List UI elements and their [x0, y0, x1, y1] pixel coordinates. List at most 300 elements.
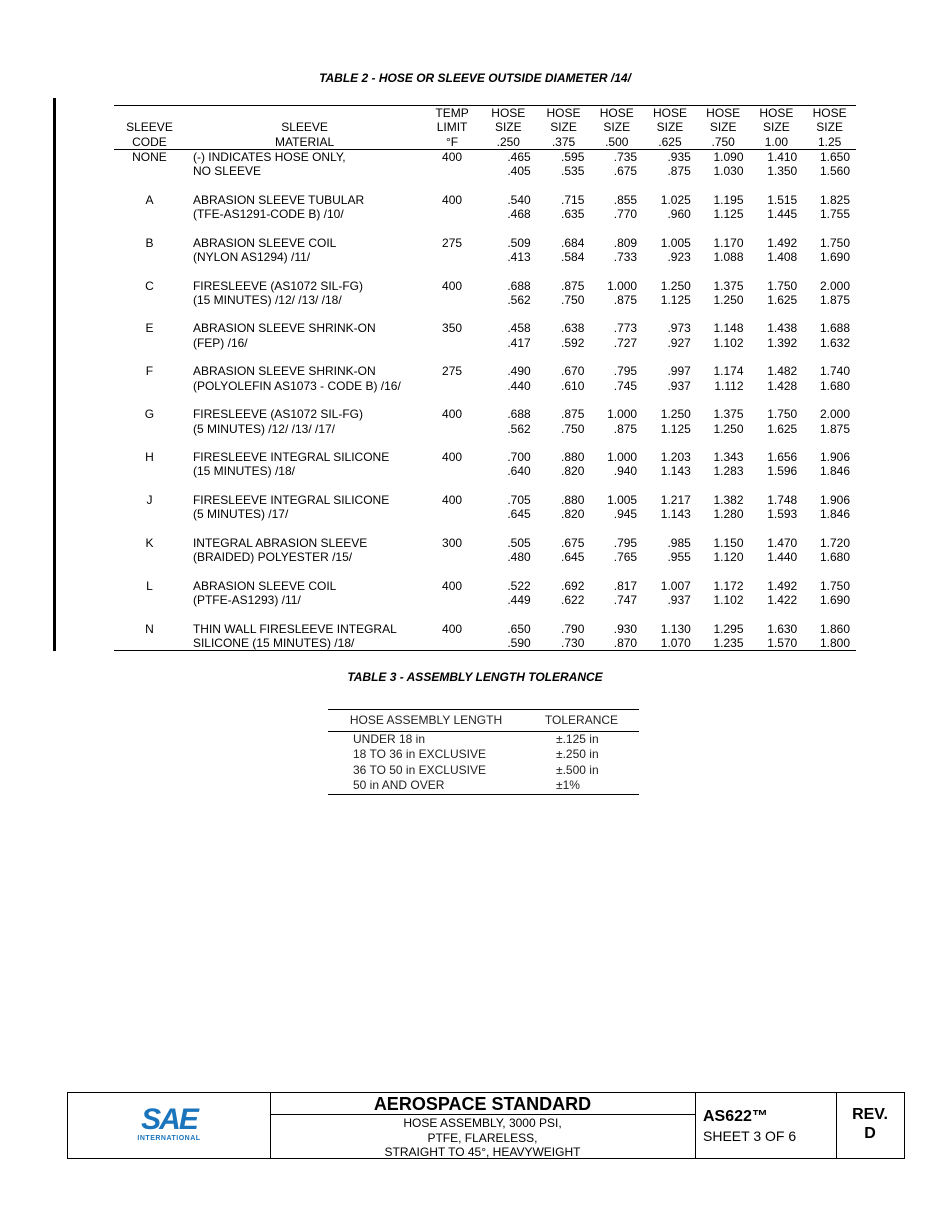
diameter-value-line: .490 [507, 364, 531, 379]
sleeve-material-line: ABRASION SLEEVE TUBULAR [192, 192, 365, 207]
diameter-value-line: 1.625 [767, 292, 798, 307]
table-row [114, 579, 856, 608]
sleeve-code-line: A [145, 192, 154, 207]
diameter-value-line: .700 [507, 450, 531, 465]
diameter-value-line: .945 [613, 507, 638, 522]
diameter-value-line: 1.596 [767, 464, 798, 479]
diameter-value [697, 279, 750, 308]
temp-limit [424, 450, 480, 479]
diameter-value-line: 1.492 [767, 235, 798, 250]
diameter-value-line: .973 [667, 321, 691, 336]
sleeve-material-line: (15 MINUTES) /12/ /13/ /18/ [192, 292, 342, 307]
row-spacer [114, 522, 856, 536]
sleeve-material-line: (PTFE-AS1293) /11/ [192, 593, 301, 608]
diameter-value [590, 279, 643, 308]
temp-limit [424, 536, 480, 565]
header-cell: SLEEVE [126, 120, 173, 135]
header-cell: HOSE [759, 106, 794, 120]
sleeve-code [114, 407, 185, 436]
temp-limit [424, 407, 480, 436]
diameter-value-line: .750 [561, 292, 585, 307]
diameter-value [697, 149, 750, 178]
diameter-value-line: 1.470 [767, 535, 798, 550]
diameter-value-line: .880 [561, 493, 585, 508]
diameter-value-line: .875 [561, 278, 585, 293]
diameter-value-line: .440 [507, 378, 531, 393]
diameter-value-line: .468 [507, 207, 531, 222]
diameter-value-line: 1.906 [819, 450, 850, 465]
diameter-value [750, 193, 804, 222]
diameter-value-line: 1.593 [767, 507, 798, 522]
sleeve-material [185, 321, 424, 350]
sleeve-code [114, 236, 185, 265]
table-row [328, 778, 639, 794]
diameter-value-line: 1.690 [819, 249, 850, 264]
sleeve-material [185, 536, 424, 565]
sleeve-code [114, 279, 185, 308]
diameter-value-line: .675 [613, 164, 638, 179]
diameter-value-line: .405 [507, 164, 531, 179]
diameter-value-line: .875 [667, 164, 691, 179]
temp-limit-line: 400 [442, 493, 463, 508]
diameter-value [537, 193, 591, 222]
temp-limit-line: 400 [442, 278, 463, 293]
diameter-value [803, 321, 856, 350]
diameter-value-line: .773 [613, 321, 638, 336]
sleeve-material-line: FIRESLEEVE (AS1072 SIL-FG) [192, 407, 364, 422]
diameter-value-line: .795 [613, 364, 638, 379]
diameter-value-line: .688 [507, 278, 531, 293]
diameter-value [480, 536, 537, 565]
diameter-value-line: 1.350 [767, 164, 798, 179]
table-row [114, 321, 856, 350]
row-spacer [114, 393, 856, 407]
sleeve-material [185, 450, 424, 479]
table-row [114, 279, 856, 308]
diameter-value-line: 1.846 [819, 464, 850, 479]
t3-header-tolerance: TOLERANCE [544, 713, 619, 727]
t3-tolerance: ±.125 in [556, 731, 599, 746]
diameter-value-line: 1.070 [660, 635, 691, 650]
table-row [114, 536, 856, 565]
t3-tolerance: ±1% [556, 778, 580, 792]
diameter-value-line: 1.143 [660, 464, 691, 479]
sleeve-material [185, 193, 424, 222]
t3-header-length: HOSE ASSEMBLY LENGTH [349, 713, 503, 727]
sleeve-code [114, 579, 185, 608]
diameter-value-line: 1.250 [660, 407, 691, 422]
diameter-value-line: 1.382 [713, 493, 744, 508]
sleeve-code [114, 364, 185, 393]
diameter-value-line: .705 [507, 493, 531, 508]
diameter-value [803, 450, 856, 479]
diameter-value [803, 622, 856, 651]
diameter-value [590, 622, 643, 651]
diameter-value-line: 1.750 [767, 278, 798, 293]
table-row [114, 236, 856, 265]
diameter-value-line: 1.408 [767, 249, 798, 264]
diameter-value-line: 1.250 [713, 292, 744, 307]
diameter-value-line: 1.125 [660, 421, 691, 436]
temp-limit [424, 493, 480, 522]
temp-limit [424, 321, 480, 350]
diameter-value [697, 450, 750, 479]
diameter-value [537, 321, 591, 350]
diameter-value-line: .692 [561, 578, 585, 593]
diameter-value-line: 1.295 [713, 621, 744, 636]
diameter-value-line: 1.102 [713, 593, 744, 608]
diameter-value-line: .684 [561, 235, 585, 250]
diameter-value [537, 579, 591, 608]
table-row [114, 364, 856, 393]
diameter-value-line: 1.375 [713, 278, 744, 293]
header-cell: SIZE [550, 120, 577, 135]
diameter-value-line: 1.005 [660, 235, 691, 250]
diameter-value-line: 1.906 [819, 493, 850, 508]
diameter-value-line: 1.000 [607, 278, 638, 293]
diameter-value [537, 407, 591, 436]
diameter-value [803, 579, 856, 608]
title-cell [270, 1093, 696, 1158]
diameter-value [697, 536, 750, 565]
diameter-value [643, 149, 697, 178]
table2-title: TABLE 2 - HOSE OR SLEEVE OUTSIDE DIAMETER /14/ [319, 71, 631, 85]
diameter-value [750, 279, 804, 308]
spacer-cell [114, 522, 856, 536]
diameter-value [750, 149, 804, 178]
temp-limit [424, 579, 480, 608]
sleeve-code [114, 622, 185, 651]
diameter-value-line: 1.170 [713, 235, 744, 250]
diameter-value-line: 1.748 [767, 493, 798, 508]
diameter-value-line: 1.428 [767, 378, 798, 393]
row-spacer [114, 479, 856, 493]
diameter-value-line: 1.560 [819, 164, 850, 179]
diameter-value [750, 536, 804, 565]
sae-logo [68, 1093, 270, 1158]
header-cell: .625 [658, 134, 682, 149]
temp-limit-line: 400 [442, 578, 463, 593]
sleeve-material-line: ABRASION SLEEVE SHRINK-ON [192, 364, 376, 379]
diameter-value [803, 407, 856, 436]
diameter-value [643, 450, 697, 479]
sleeve-code-line: B [145, 235, 154, 250]
diameter-value-line: 1.690 [819, 593, 850, 608]
table-row [114, 149, 856, 178]
header-cell [114, 106, 185, 121]
hose-od-table [114, 105, 856, 651]
document-title [270, 1115, 695, 1160]
spacer-cell [114, 221, 856, 235]
spacer-cell [114, 178, 856, 192]
temp-limit-line: 400 [442, 407, 463, 422]
diameter-value-line: .645 [561, 550, 585, 565]
diameter-value-line: 1.125 [713, 207, 744, 222]
diameter-value [590, 193, 643, 222]
t3-length: 36 TO 50 in EXCLUSIVE [353, 762, 486, 777]
temp-limit [424, 364, 480, 393]
diameter-value-line: .650 [507, 621, 531, 636]
temp-limit-line: 400 [442, 149, 463, 164]
spacer-cell [114, 479, 856, 493]
row-spacer [114, 307, 856, 321]
diameter-value-line: .735 [613, 149, 638, 164]
diameter-value-line: 1.025 [660, 192, 691, 207]
diameter-value-line: .870 [613, 635, 638, 650]
diameter-value-line: 1.750 [819, 235, 850, 250]
sleeve-material [185, 579, 424, 608]
t3-tolerance: ±.500 in [556, 762, 599, 777]
sleeve-code [114, 450, 185, 479]
diameter-value-line: 1.632 [819, 335, 850, 350]
spacer-cell [114, 565, 856, 579]
diameter-value [590, 149, 643, 178]
diameter-value-line: 1.195 [713, 192, 744, 207]
temp-limit [424, 236, 480, 265]
diameter-value [803, 493, 856, 522]
sleeve-code [114, 493, 185, 522]
diameter-value [480, 579, 537, 608]
diameter-value [750, 236, 804, 265]
sleeve-material-line: ABRASION SLEEVE COIL [192, 235, 337, 250]
sleeve-material-line: (BRAIDED) POLYESTER /15/ [192, 550, 353, 565]
sheet-number: SHEET 3 OF 6 [703, 1128, 797, 1144]
diameter-value [643, 193, 697, 222]
diameter-value [590, 236, 643, 265]
header-cell: SIZE [603, 120, 631, 135]
diameter-value-line: .638 [561, 321, 585, 336]
sleeve-material-line: ABRASION SLEEVE SHRINK-ON [192, 321, 376, 336]
sleeve-material-line: SILICONE (15 MINUTES) /18/ [192, 635, 355, 650]
diameter-value [643, 493, 697, 522]
diameter-value-line: 1.680 [819, 550, 850, 565]
title-line: STRAIGHT TO 45°, HEAVYWEIGHT [384, 1145, 581, 1159]
diameter-value-line: 1.680 [819, 378, 850, 393]
diameter-value-line: .622 [561, 593, 585, 608]
header-cell: HOSE [652, 106, 687, 120]
diameter-value [803, 236, 856, 265]
diameter-value-line: .855 [613, 192, 638, 207]
diameter-value [750, 450, 804, 479]
diameter-value-line: .750 [561, 421, 585, 436]
diameter-value-line: .940 [613, 464, 638, 479]
diameter-value-line: 1.482 [767, 364, 798, 379]
row-spacer [114, 264, 856, 278]
diameter-value-line: 2.000 [819, 278, 850, 293]
diameter-value-line: 1.755 [819, 207, 850, 222]
sleeve-material-line: (5 MINUTES) /12/ /13/ /17/ [192, 421, 336, 436]
diameter-value [480, 450, 537, 479]
diameter-value [750, 493, 804, 522]
diameter-value [590, 407, 643, 436]
spacer-cell [114, 436, 856, 450]
diameter-value-line: 1.846 [819, 507, 850, 522]
header-cell: MATERIAL [275, 134, 335, 149]
sleeve-material-line: INTEGRAL ABRASION SLEEVE [192, 535, 368, 550]
diameter-value [537, 493, 591, 522]
sleeve-material-line: FIRESLEEVE (AS1072 SIL-FG) [192, 278, 364, 293]
diameter-value-line: 1.825 [819, 192, 850, 207]
diameter-value-line: .640 [507, 464, 531, 479]
diameter-value-line: 1.492 [767, 578, 798, 593]
diameter-value-line: .927 [667, 335, 691, 350]
header-cell: HOSE [491, 106, 526, 120]
sleeve-code-line: J [146, 493, 153, 508]
diameter-value-line: .522 [507, 578, 531, 593]
sleeve-code-line: F [145, 364, 154, 379]
header-cell: LIMIT [436, 120, 468, 135]
diameter-value [697, 622, 750, 651]
diameter-value-line: 1.875 [819, 292, 850, 307]
diameter-value-line: 1.000 [607, 407, 638, 422]
diameter-value-line: 1.375 [713, 407, 744, 422]
table-row [114, 407, 856, 436]
diameter-value-line: 1.440 [767, 550, 798, 565]
title-line: PTFE, FLARELESS, [427, 1130, 538, 1145]
diameter-value [537, 622, 591, 651]
temp-limit [424, 622, 480, 651]
header-cell: SIZE [656, 120, 684, 135]
header-cell: TEMP [435, 106, 469, 120]
diameter-value-line: 1.005 [607, 493, 638, 508]
diameter-value-line: 1.130 [660, 621, 691, 636]
header-cell: .500 [605, 134, 629, 149]
diameter-value-line: .592 [561, 335, 585, 350]
sleeve-code-line: NONE [132, 149, 167, 164]
sleeve-material [185, 279, 424, 308]
diameter-value-line: 1.090 [713, 149, 744, 164]
temp-limit-line: 400 [442, 192, 463, 207]
diameter-value [643, 279, 697, 308]
spacer-cell [114, 307, 856, 321]
diameter-value-line: 1.000 [607, 450, 638, 465]
diameter-value [480, 193, 537, 222]
diameter-value-line: .480 [507, 550, 531, 565]
diameter-value [643, 622, 697, 651]
diameter-value-line: .817 [613, 578, 638, 593]
diameter-value-line: 1.515 [767, 192, 798, 207]
diameter-value-line: .635 [561, 207, 585, 222]
spacer-cell [114, 264, 856, 278]
spacer-cell [114, 350, 856, 364]
row-spacer [114, 565, 856, 579]
diameter-value-line: .875 [613, 421, 638, 436]
diameter-value-line: 1.088 [713, 249, 744, 264]
sleeve-code-line: N [145, 621, 154, 636]
diameter-value-line: .562 [507, 292, 531, 307]
diameter-value [803, 536, 856, 565]
table-row [328, 763, 639, 779]
header-cell: 1.25 [817, 134, 842, 149]
standard-type: AEROSPACE STANDARD [270, 1093, 695, 1115]
diameter-value-line: .535 [561, 164, 585, 179]
diameter-value-line: .955 [667, 550, 691, 565]
header-cell: SIZE [709, 120, 737, 135]
diameter-value-line: 1.750 [819, 578, 850, 593]
diameter-value [537, 450, 591, 479]
diameter-value [590, 579, 643, 608]
header-cell: SIZE [763, 120, 790, 135]
sleeve-material [185, 364, 424, 393]
header-cell: CODE [132, 134, 167, 149]
header-cell: .375 [551, 134, 576, 149]
sleeve-material [185, 407, 424, 436]
diameter-value [803, 364, 856, 393]
row-spacer [114, 436, 856, 450]
diameter-value-line: .540 [507, 192, 531, 207]
diameter-value-line: 1.172 [713, 578, 744, 593]
diameter-value [803, 149, 856, 178]
diameter-value-line: .770 [613, 207, 638, 222]
diameter-value-line: 1.343 [713, 450, 744, 465]
diameter-value [537, 236, 591, 265]
sleeve-material-line: ABRASION SLEEVE COIL [192, 578, 337, 593]
header-cell: °F [445, 134, 459, 149]
diameter-value-line: 1.445 [767, 207, 798, 222]
diameter-value-line: .875 [613, 292, 638, 307]
diameter-value-line: .747 [613, 593, 638, 608]
diameter-value-line: 1.625 [767, 421, 798, 436]
diameter-value-line: 1.143 [660, 507, 691, 522]
diameter-value [590, 364, 643, 393]
header-cell: 1.00 [764, 134, 789, 149]
diameter-value [803, 279, 856, 308]
diameter-value-line: .590 [507, 635, 531, 650]
diameter-value-line: 1.120 [713, 550, 744, 565]
diameter-value-line: .997 [667, 364, 691, 379]
diameter-value [750, 407, 804, 436]
temp-limit-line: 400 [442, 450, 463, 465]
row-spacer [114, 178, 856, 192]
diameter-value [480, 622, 537, 651]
diameter-value [803, 193, 856, 222]
sleeve-material-line: (15 MINUTES) /18/ [192, 464, 295, 479]
diameter-value [697, 364, 750, 393]
temp-limit-line: 275 [442, 364, 463, 379]
temp-limit [424, 193, 480, 222]
diameter-value [537, 364, 591, 393]
sleeve-material-line: FIRESLEEVE INTEGRAL SILICONE [192, 493, 390, 508]
t3-length: 18 TO 36 in EXCLUSIVE [353, 747, 486, 761]
diameter-value-line: .795 [613, 535, 638, 550]
diameter-value-line: .675 [561, 535, 585, 550]
diameter-value-line: .449 [507, 593, 531, 608]
diameter-value-line: .595 [561, 149, 585, 164]
diameter-value-line: 1.740 [819, 364, 850, 379]
diameter-value [750, 579, 804, 608]
diameter-value [480, 279, 537, 308]
diameter-value-line: 1.688 [819, 321, 850, 336]
diameter-value-line: .935 [667, 149, 691, 164]
doc-number-cell [695, 1093, 837, 1158]
diameter-value-line: .413 [507, 249, 531, 264]
diameter-value [537, 149, 591, 178]
diameter-value [643, 236, 697, 265]
diameter-value-line: 1.007 [660, 578, 691, 593]
sleeve-code-line: E [145, 321, 154, 336]
diameter-value-line: 1.875 [819, 421, 850, 436]
diameter-value [643, 579, 697, 608]
diameter-value-line: 1.720 [819, 535, 850, 550]
diameter-value [480, 149, 537, 178]
sleeve-code-line: G [144, 407, 155, 422]
sleeve-code [114, 149, 185, 178]
diameter-value-line: 1.174 [713, 364, 744, 379]
header-row-3 [114, 135, 856, 150]
diameter-value-line: 1.410 [767, 149, 798, 164]
diameter-value [697, 579, 750, 608]
table-row [114, 622, 856, 651]
